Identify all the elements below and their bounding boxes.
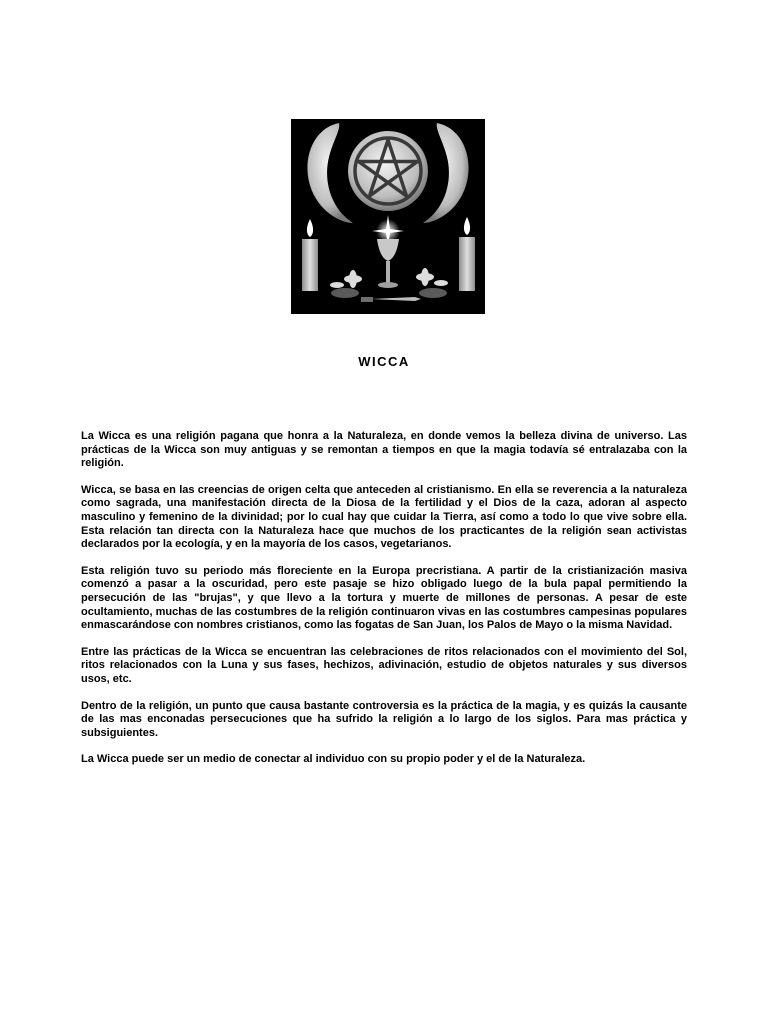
wicca-emblem-image xyxy=(291,119,485,314)
page-title: WICCA xyxy=(358,354,410,369)
paragraph: La Wicca puede ser un medio de conectar al individuo con su propio poder y el de la Naturaleza. xyxy=(81,753,586,766)
paragraph: Esta religión tuvo su periodo más floreciente en la Europa precristiana. A partir de la cristianización masiva comenzó a pasar a la oscuridad, pero este pasaje se hizo obligado luego de la bula papal permitiendo la persecución de las "brujas", y que llevo a la tortura y muerte de millones de personas. A pesar de este ocultamiento, muchas de las costumbres de la religión continuaron vivas en las costumbres campesinas populares enmascarándose con nombres cristianos, como las fogatas de San Juan, los Palos de Mayo o la misma Navidad. xyxy=(81,564,687,632)
paragraph: La Wicca es una religión pagana que honra a la Naturaleza, en donde vemos la belleza divina de universo. Las prácticas de la Wicca son muy antiguas y se remontan a tiempos en que la magia todavía sé entralazaba con la religión. xyxy=(81,430,687,470)
body-text xyxy=(81,430,687,780)
paragraph: Dentro de la religión, un punto que causa bastante controversia es la práctica de la magia, y es quizás la causante de las mas enconadas persecuciones que ha sufrido la religión a lo largo de los siglos. Para mas práctica y subsiguientes. xyxy=(81,699,687,739)
paragraph: Wicca, se basa en las creencias de origen celta que anteceden al cristianismo. En ella se reverencia a la naturaleza como sagrada, una manifestación directa de la Diosa de la fertilidad y el Dios de la caza, adoran al aspecto masculino y femenino de la divinidad; por lo cual hay que cuidar la Tierra, así como a todo lo que vive sobre ella. Esta relación tan directa con la Naturaleza hace que muchos de los practicantes de la religión sean activistas declarados por la ecología, y en la mayoría de los casos, vegetarianos. xyxy=(81,483,687,551)
triple-moon-pentacle-icon xyxy=(291,119,485,314)
paragraph: Entre las prácticas de la Wicca se encuentran las celebraciones de ritos relacionados con el movimiento del Sol, ritos relacionados con la Luna y sus fases, hechizos, adivinación, estudio de objetos naturales y sus diversos usos, etc. xyxy=(81,645,687,685)
